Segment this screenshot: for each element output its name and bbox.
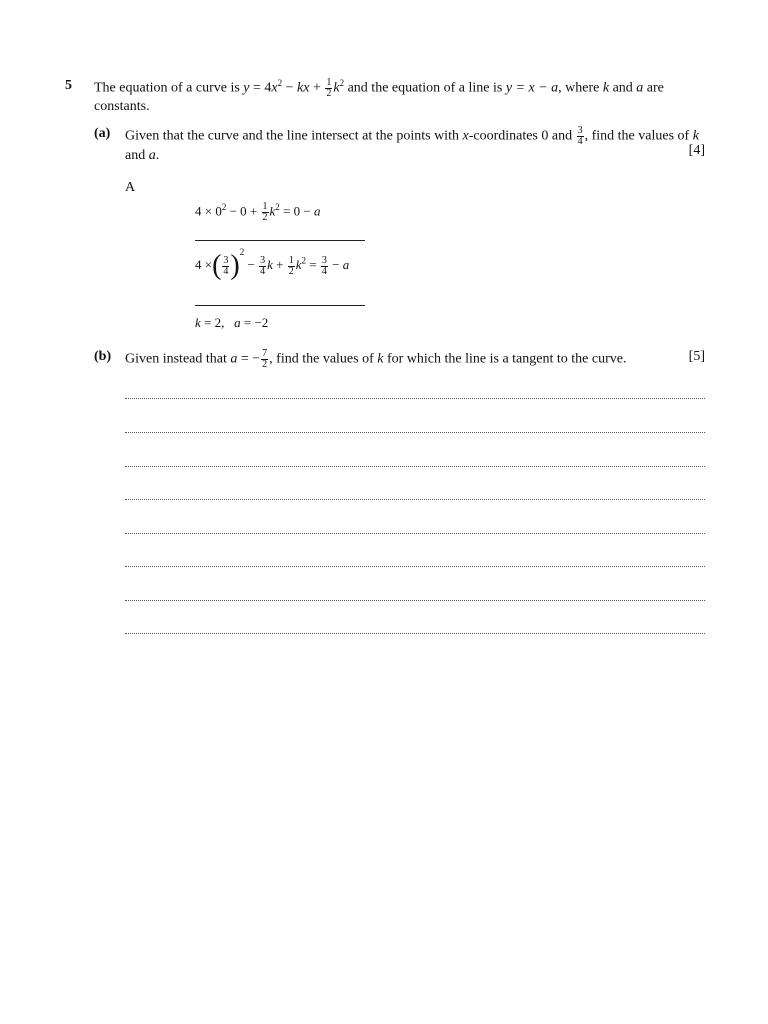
working-line-2: 4 ×( $\frac{3}{4}$ )$^2$ − $\frac{3}{4}$ k + $\frac{1}{2}$ $k^2$ = $\frac{3}{4}$ − a <box>195 247 350 282</box>
working-fraction: $\frac{3}{4}$ <box>223 254 229 277</box>
working-line-3: k = 2, a = −2 <box>195 315 269 330</box>
half-fraction: $\frac{1}{2}$ <box>326 77 332 99</box>
question-stem: The equation of a curve is $y = 4x^2$ − kx + $\frac{1}{2}$ $k^2$ and the equation of a line is y = x − a, where k and a are constants. <box>94 77 664 114</box>
working-fraction: $\frac{3}{4}$ <box>321 254 327 277</box>
answer-line[interactable] <box>125 565 705 567</box>
answer-letter: A <box>125 180 136 195</box>
working-fraction: $\frac{1}{2}$ <box>288 254 294 277</box>
answer-line[interactable] <box>125 532 705 534</box>
working-rule <box>195 240 365 241</box>
working-fraction: $\frac{1}{2}$ <box>262 201 268 223</box>
part-b-marks: [5] <box>688 349 705 364</box>
answer-line[interactable] <box>125 465 705 467</box>
answer-line[interactable] <box>125 397 705 399</box>
answer-line[interactable] <box>125 498 705 500</box>
part-a-text: Given that the curve and the line intersect at the points with x-coordinates 0 and $\frac{3}{4}$ , find the values of k and a. <box>125 125 699 163</box>
answer-line[interactable] <box>125 599 705 601</box>
answer-line[interactable] <box>125 431 705 433</box>
three-quarters-fraction: $\frac{3}{4}$ <box>577 125 583 147</box>
part-b-text: Given instead that a = − $\frac{7}{2}$ , find the values of k for which the line is a tangent to the curve. <box>125 348 627 370</box>
part-a-marks: [4] <box>688 143 705 158</box>
working-rule <box>195 305 365 306</box>
working-line-1: $4 \times 0^2 - 0$ + $\frac{1}{2}$ $k^2 = 0 - a$ <box>195 201 321 223</box>
part-a-label: (a) <box>94 126 111 141</box>
answer-line[interactable] <box>125 632 705 634</box>
question-number: 5 <box>65 78 72 93</box>
seven-halves-fraction: $\frac{7}{2}$ <box>262 348 268 370</box>
working-fraction: $\frac{3}{4}$ <box>260 254 266 277</box>
part-b-label: (b) <box>94 349 112 364</box>
